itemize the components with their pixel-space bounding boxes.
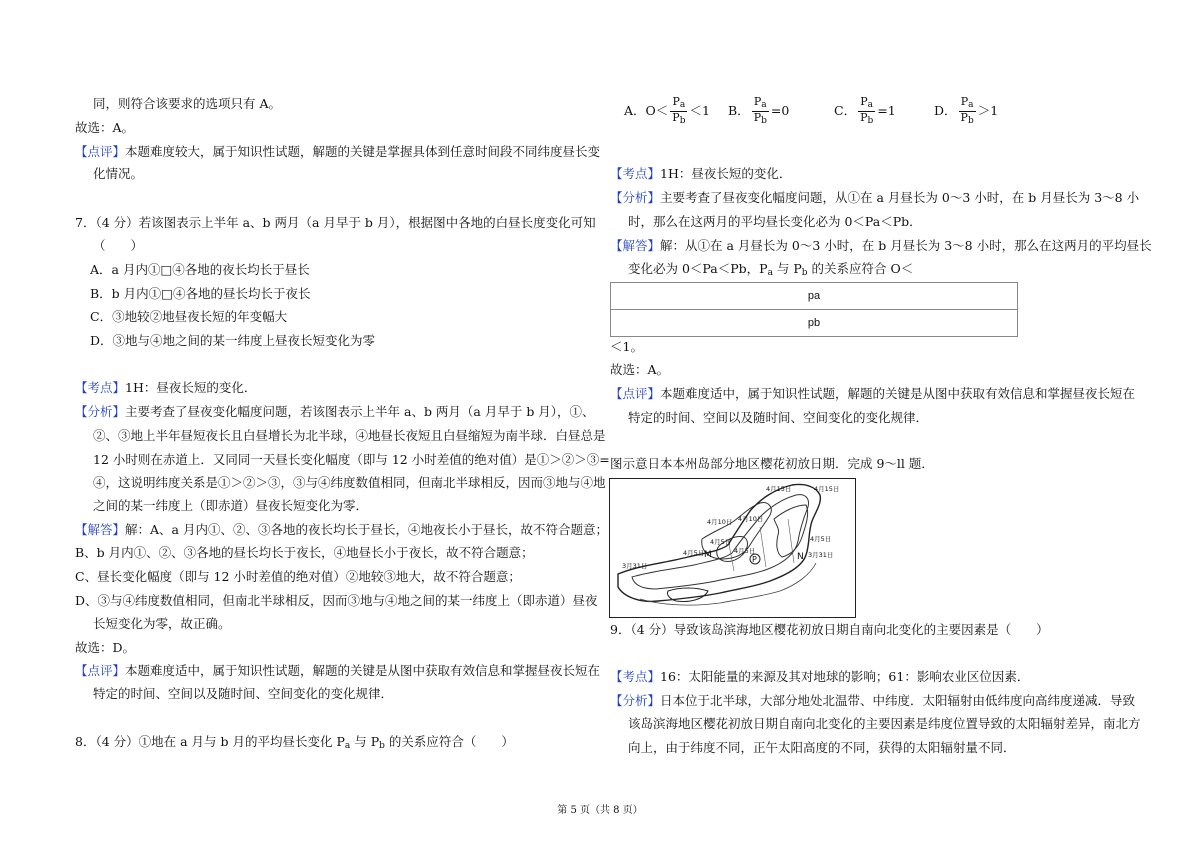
subscript: b bbox=[679, 116, 686, 126]
section-intro: 图示意日本本州岛部分地区樱花初放日期．完成 9～ll 题． bbox=[610, 456, 934, 471]
text-span: ＜1 bbox=[689, 103, 710, 118]
tag-label: 【解答】 bbox=[75, 522, 126, 537]
map-label: N bbox=[797, 552, 804, 562]
subscript: b bbox=[801, 268, 808, 278]
text-span: 1H：昼夜长短的变化． bbox=[660, 166, 792, 181]
option-d: D．③地与④地之间的某一纬度上昼夜长短变化为零 bbox=[90, 333, 376, 348]
map-label: 4月10日 bbox=[707, 518, 733, 526]
answer-line: 故选：D。 bbox=[75, 640, 136, 655]
map-label: P bbox=[752, 555, 757, 564]
text-span: P bbox=[860, 95, 868, 108]
text-span: 16：太阳能量的来源及其对地球的影响；61：影响农业区位因素． bbox=[660, 669, 1030, 684]
option-d bbox=[934, 96, 998, 127]
text-span: 解：A、a 月内①、②、③各地的夜长均长于昼长，④地夜长小于昼长，故不符合题意； bbox=[125, 522, 608, 537]
text-span: P bbox=[960, 95, 969, 108]
tag-label: 【点评】 bbox=[75, 663, 126, 678]
text-span: 的关系应符合（ ） bbox=[384, 734, 514, 749]
map-label: 4月5日 bbox=[683, 549, 705, 557]
tag-label: 【点评】 bbox=[610, 386, 661, 401]
text-span: ＞1 bbox=[977, 103, 999, 118]
text-line: 12 小时则在赤道上．又同同一天昼长变化幅度（即与 12 小时差值的绝对值）是①＞②＞③= bbox=[93, 452, 610, 467]
subscript: a bbox=[867, 100, 874, 110]
question-7-bracket: （ ） bbox=[93, 238, 144, 253]
kaodian-line bbox=[75, 380, 256, 396]
text-span: 与 P bbox=[772, 261, 802, 276]
answer-line: 故选：A。 bbox=[75, 120, 135, 135]
text-span: 主要考查了昼夜变化幅度问题，若该图表示上半年 a、b 两月（a 月早于 b 月），①、 bbox=[125, 404, 595, 419]
text-line: D、③与④纬度数值相同，但南北半球相反，因而③地与④地之间的某一纬度上（即赤道）昼夜 bbox=[75, 593, 598, 608]
text-line bbox=[628, 261, 913, 281]
answer-line: 故选：A。 bbox=[610, 362, 670, 377]
map-label: 3月31日 bbox=[622, 562, 648, 570]
text-line: ＜1。 bbox=[610, 339, 643, 354]
question-8 bbox=[75, 734, 514, 754]
island-shikoku bbox=[667, 588, 708, 602]
fenxi-line bbox=[610, 693, 1135, 709]
text-line: 长短变化为零，故正确。 bbox=[93, 616, 231, 631]
tag-label: 【点评】 bbox=[75, 144, 126, 159]
fenxi-line bbox=[610, 190, 1139, 206]
text-span: P bbox=[960, 111, 968, 124]
text-span: 变化必为 0＜Pa＜Pb，P bbox=[628, 261, 768, 276]
text-line: 化情况。 bbox=[93, 166, 144, 181]
subscript: a bbox=[761, 100, 767, 110]
kaodian-line bbox=[610, 166, 791, 182]
map-label: 4月15日 bbox=[814, 485, 840, 493]
text-span: 本题难度适中，属于知识性试题，解题的关键是从图中获取有效信息和掌握昼夜长短在 bbox=[660, 386, 1136, 401]
question-7: 7．（4 分）若该图表示上半年 a、b 两月（a 月早于 b 月），根据图中各地的白昼长度变化可知 bbox=[75, 215, 596, 230]
kaodian-line bbox=[610, 669, 1029, 685]
jieda-line bbox=[610, 238, 1152, 254]
page-footer: 第 5 页（共 8 页） bbox=[557, 805, 643, 816]
fraction bbox=[670, 96, 687, 127]
text-span: P bbox=[672, 111, 680, 124]
text-span: 8．（4 分）①地在 a 月与 b 月的平均昼长变化 P bbox=[75, 734, 345, 749]
isoline-4 bbox=[774, 505, 808, 557]
option-c bbox=[834, 96, 896, 127]
text-line: 之间的某一纬度上（即赤道）昼夜长短变化为零． bbox=[93, 498, 369, 513]
tag-label: 【分析】 bbox=[610, 693, 661, 708]
map-label: 4月10日 bbox=[738, 515, 764, 523]
text-span: 解：从①在 a 月昼长为 0～3 小时，在 b 月昼长为 3～8 小时，那么在这两月的平均昼长 bbox=[660, 238, 1152, 253]
text-line: C、昼长变化幅度（即与 12 小时差值的绝对值）②地较③地大，故不符合题意； bbox=[75, 569, 521, 584]
text-span: P bbox=[753, 111, 762, 124]
text-span: 日本位于北半球，大部分地处北温带、中纬度．太阳辐射由低纬度向高纬度递减．导致 bbox=[660, 693, 1136, 708]
text-span: 的关系应符合 O＜ bbox=[807, 261, 914, 276]
subscript: b bbox=[761, 116, 767, 126]
map-label: 4月5日 bbox=[734, 547, 756, 555]
subscript: b bbox=[379, 741, 385, 751]
subscript: b bbox=[967, 116, 974, 126]
text-line: ④，这说明纬度关系是①＞②＞③，③与④纬度数值相同，但南北半球相反，因而③地与④地 bbox=[93, 475, 606, 490]
text-span: 本题难度较大，属于知识性试题，解题的关键是掌握具体到任意时间段不同纬度昼长变 bbox=[125, 144, 601, 159]
map-label: 4月15日 bbox=[766, 485, 792, 493]
question-9: 9．（4 分）导致该岛滨海地区樱花初放日期自南向北变化的主要因素是（ ） bbox=[610, 622, 1049, 637]
text-line: 特定的时间、空间以及随时间、空间变化的变化规律． bbox=[628, 410, 929, 425]
text-span: P bbox=[672, 95, 680, 108]
option-a: A．a 月内①□④各地的夜长均长于昼长 bbox=[90, 262, 310, 277]
option-a bbox=[624, 96, 710, 127]
text-line: 时，那么在这两月的平均昼长变化必为 0＜Pa＜Pb． bbox=[628, 214, 922, 229]
text-line: ②、③地上半年昼短夜长且白昼增长为北半球，④地昼长夜短且白昼缩短为南半球．白昼总是 bbox=[93, 428, 606, 443]
text-line: 向上，由于纬度不同，正午太阳高度的不同，获得的太阳辐射量不同． bbox=[628, 740, 1016, 755]
text-span: D． bbox=[934, 103, 957, 118]
tag-label: 【分析】 bbox=[75, 404, 126, 419]
fraction bbox=[858, 96, 875, 127]
text-span: P bbox=[753, 95, 762, 108]
text-line: B、b 月内①、②、③各地的昼长均长于夜长，④地昼长小于夜长，故不符合题意； bbox=[75, 545, 534, 560]
pa-pb-table bbox=[610, 282, 1018, 337]
tag-label: 【考点】 bbox=[610, 669, 661, 684]
comment-line bbox=[75, 144, 600, 160]
comment-line bbox=[610, 386, 1135, 402]
text-span: 本题难度适中，属于知识性试题，解题的关键是从图中获取有效信息和掌握昼夜长短在 bbox=[125, 663, 601, 678]
tag-label: 【考点】 bbox=[610, 166, 661, 181]
jieda-line bbox=[75, 522, 608, 538]
tag-label: 【解答】 bbox=[610, 238, 661, 253]
text-span: =1 bbox=[877, 103, 896, 118]
tag-label: 【分析】 bbox=[610, 190, 661, 205]
map-label: M bbox=[704, 550, 712, 560]
subscript: a bbox=[679, 100, 686, 110]
table-cell-pb: pb bbox=[611, 310, 1018, 337]
text-line: 该岛滨海地区樱花初放日期自南向北变化的主要因素是纬度位置导致的太阳辐射差异，南北方 bbox=[628, 716, 1141, 731]
subscript: b bbox=[867, 116, 874, 126]
fraction bbox=[959, 96, 976, 127]
table-cell-pa: pa bbox=[611, 283, 1018, 310]
text-span: B． bbox=[728, 103, 750, 118]
text-span: 主要考查了昼夜变化幅度问题，从①在 a 月昼长为 0～3 小时，在 b 月昼长为 3～8 小 bbox=[660, 190, 1140, 205]
text-span: 与 P bbox=[350, 734, 380, 749]
text-span: 1H：昼夜长短的变化． bbox=[125, 380, 257, 395]
option-b: B．b 月内①□④各地的昼长均长于夜长 bbox=[90, 286, 311, 301]
option-b bbox=[728, 96, 789, 127]
subscript: a bbox=[344, 741, 351, 751]
map-label: 4月5日 bbox=[810, 535, 832, 543]
tag-label: 【考点】 bbox=[75, 380, 126, 395]
option-c: C．③地较②地昼夜长短的年变幅大 bbox=[90, 309, 288, 324]
map-label: 3月31日 bbox=[808, 551, 834, 559]
subscript: a bbox=[767, 268, 773, 278]
japan-cherry-blossom-map bbox=[609, 478, 856, 618]
map-svg bbox=[610, 479, 855, 617]
subscript: a bbox=[968, 100, 974, 110]
fenxi-line bbox=[75, 404, 595, 420]
text-line: 特定的时间、空间以及随时间、空间变化的变化规律． bbox=[93, 686, 394, 701]
text-span: =0 bbox=[770, 103, 790, 118]
map-label: 4月5日 bbox=[710, 538, 732, 546]
fraction bbox=[752, 96, 769, 127]
text-span: C． bbox=[834, 103, 857, 118]
text-span: A．O＜ bbox=[624, 103, 669, 118]
comment-line bbox=[75, 663, 600, 679]
text-span: P bbox=[860, 111, 868, 124]
text-line: 同，则符合该要求的选项只有 A。 bbox=[93, 96, 282, 111]
